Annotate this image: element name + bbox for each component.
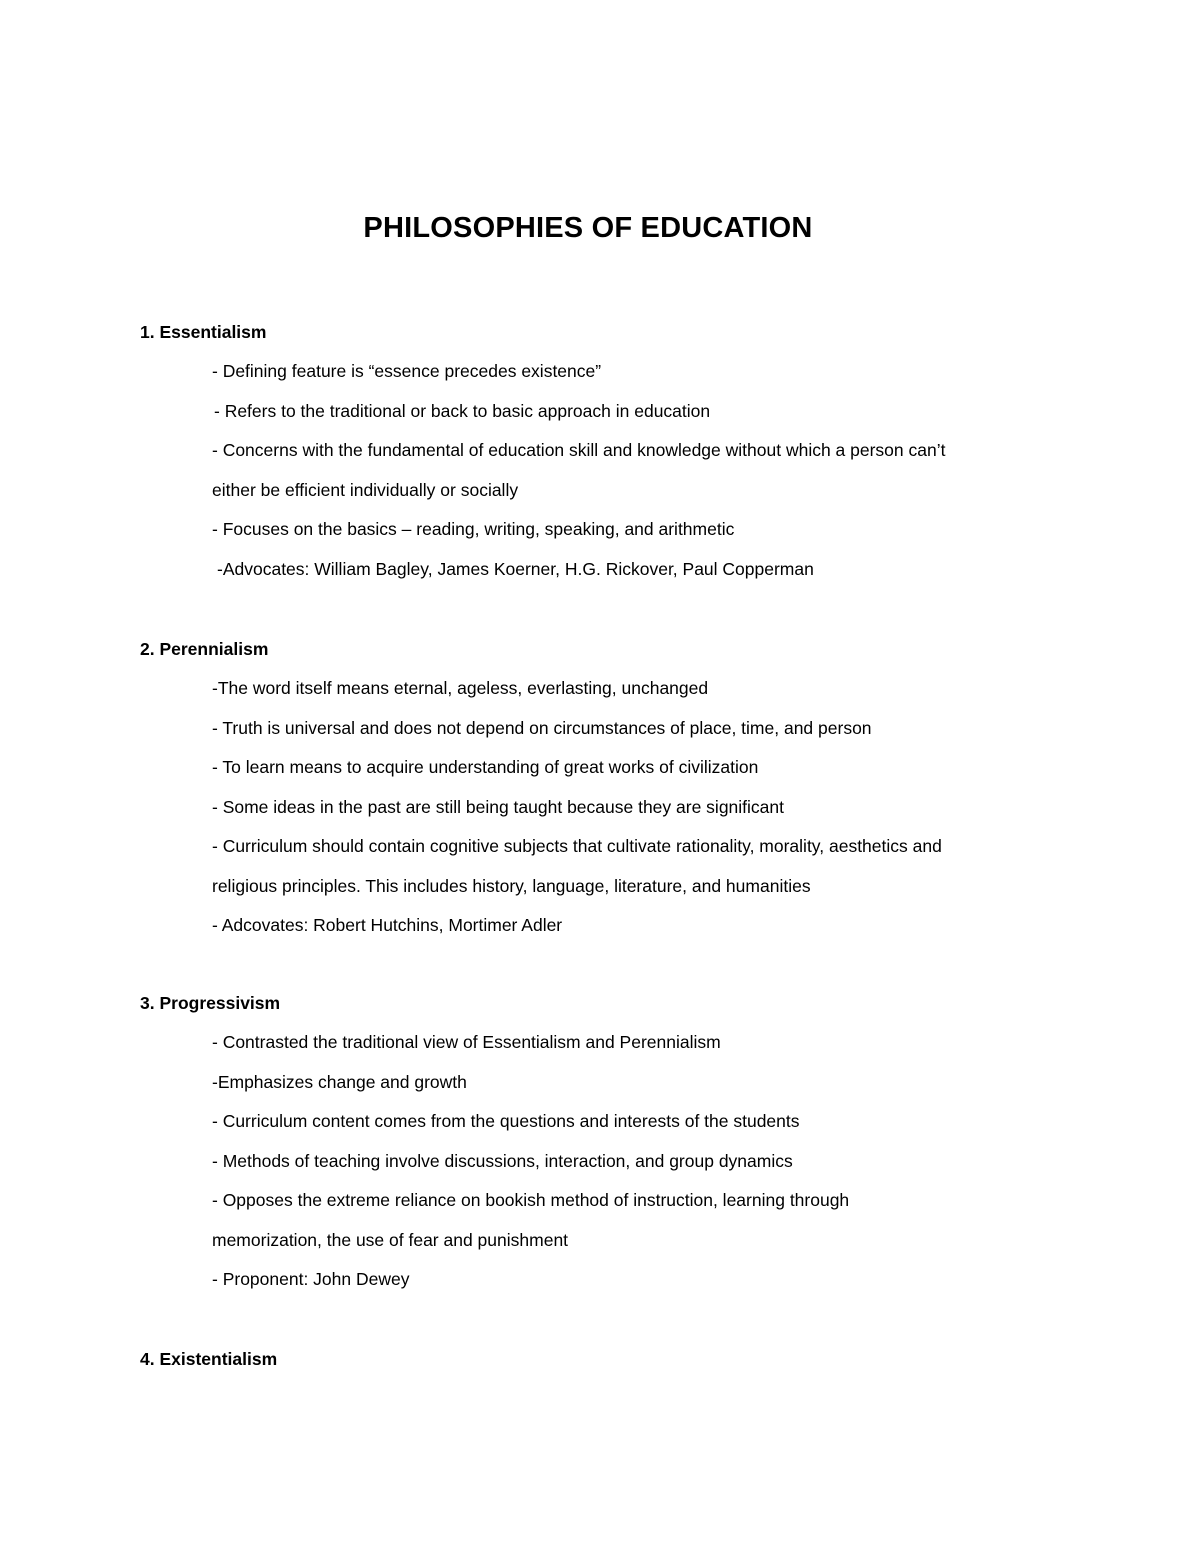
section-line: memorization, the use of fear and punishment [212, 1229, 569, 1250]
section-line: - Concerns with the fundamental of education skill and knowledge without which a person can’t [212, 440, 946, 460]
document-title: PHILOSOPHIES OF EDUCATION [363, 212, 813, 244]
section-line: - Adcovates: Robert Hutchins, Mortimer Adler [212, 915, 563, 935]
section-heading: 1. Essentialism [140, 322, 267, 342]
section-line: - Truth is universal and does not depend on circumstances of place, time, and person [212, 717, 872, 738]
section-line: - To learn means to acquire understanding of great works of civilization [212, 757, 759, 777]
section-line: - Refers to the traditional or back to basic approach in education [214, 400, 711, 421]
section-line: -Advocates: William Bagley, James Koerner, H.G. Rickover, Paul Copperman [217, 558, 814, 579]
section-line: religious principles. This includes history, language, literature, and humanities [212, 875, 811, 896]
section-heading: 4. Existentialism [140, 1349, 278, 1369]
section-line: - Curriculum should contain cognitive subjects that cultivate rationality, morality, aesthetics and [212, 836, 942, 856]
section-line: - Contrasted the traditional view of Essentialism and Perennialism [212, 1032, 721, 1052]
section-line: - Defining feature is “essence precedes existence” [212, 361, 602, 381]
section-line: - Methods of teaching involve discussions, interaction, and group dynamics [212, 1150, 793, 1171]
section-line: - Proponent: John Dewey [212, 1269, 410, 1289]
section-line: - Some ideas in the past are still being taught because they are significant [212, 796, 785, 817]
section-line: -Emphasizes change and growth [212, 1071, 467, 1092]
section-essentialism [140, 322, 1100, 598]
section-perennialism [140, 639, 1100, 955]
section-line: - Focuses on the basics – reading, writing, speaking, and arithmetic [212, 519, 735, 539]
section-line: -The word itself means eternal, ageless, everlasting, unchanged [212, 678, 709, 698]
section-existentialism [140, 1349, 1100, 1388]
section-line: - Opposes the extreme reliance on bookish method of instruction, learning through [212, 1190, 850, 1210]
section-heading: 2. Perennialism [140, 639, 269, 659]
section-progressivism [140, 993, 1100, 1309]
section-heading: 3. Progressivism [140, 993, 281, 1013]
section-line: either be efficient individually or socially [212, 479, 519, 500]
section-line: - Curriculum content comes from the questions and interests of the students [212, 1111, 800, 1131]
